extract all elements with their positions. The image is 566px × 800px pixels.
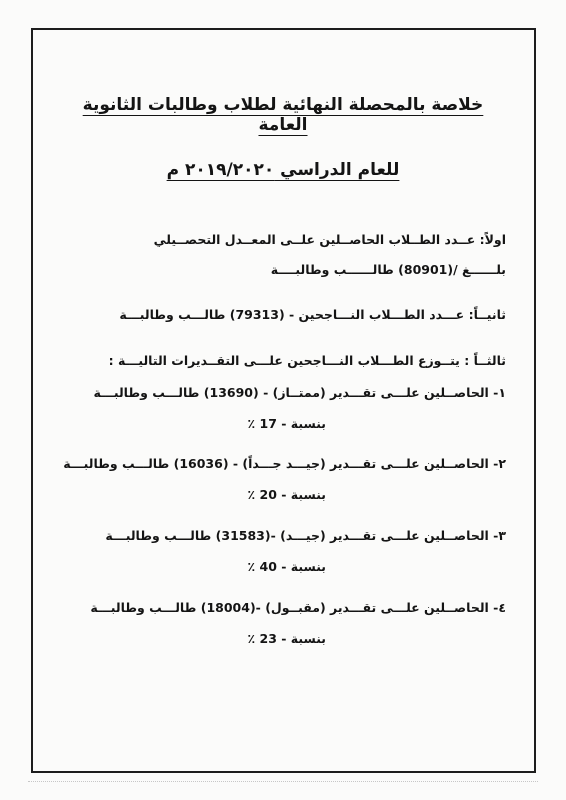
document-title: خلاصة بالمحصلة النهائية لطلاب وطالبات الثانوية العامة (82, 95, 484, 135)
grade-item-acceptable: ٤- الحاصــلين علـــى تقـــدير (مقبــول) -(18004) طالـــب وطالبـــة (90, 600, 506, 615)
grade-ratio-very-good: بنسبة - 20 ٪ (247, 487, 326, 502)
first-section-line2: بلــــــغ /(80901) طالــــــب وطالبــــة (270, 262, 506, 277)
grade-ratio-excellent: بنسبة - 17 ٪ (247, 416, 326, 431)
document-body (60, 95, 506, 646)
grade-item-good: ٣- الحاصــلين علـــى تقـــدير (جيـــد) -(31583) طالـــب وطالبـــة (105, 528, 506, 543)
second-section-line: ثانيــاً: عـــدد الطـــلاب النـــاجحين - (79313) طالـــب وطالبـــة (119, 307, 506, 322)
grade-ratio-acceptable: بنسبة - 23 ٪ (247, 631, 326, 646)
document-subtitle: للعام الدراسي ٢٠١٩/٢٠٢٠ م (166, 160, 400, 180)
grade-item-very-good: ٢- الحاصــلين علـــى تقـــدير (جيـــد جـــداً) - (16036) طالـــب وطالبـــة (63, 456, 506, 471)
third-section-heading: ثالثــاً : يتــوزع الطـــلاب النـــاجحين علـــى التقــديرات التاليـــة : (108, 353, 506, 368)
bottom-edge (28, 781, 538, 792)
grade-item-excellent: ١- الحاصــلين علـــى تقـــدير (ممتــاز) - (13690) طالـــب وطالبـــة (93, 385, 506, 400)
first-section-line1: اولاً: عــدد الطــلاب الحاصــلين علــى المعــدل التحصــيلي (153, 232, 506, 247)
grade-ratio-good: بنسبة - 40 ٪ (247, 559, 326, 574)
